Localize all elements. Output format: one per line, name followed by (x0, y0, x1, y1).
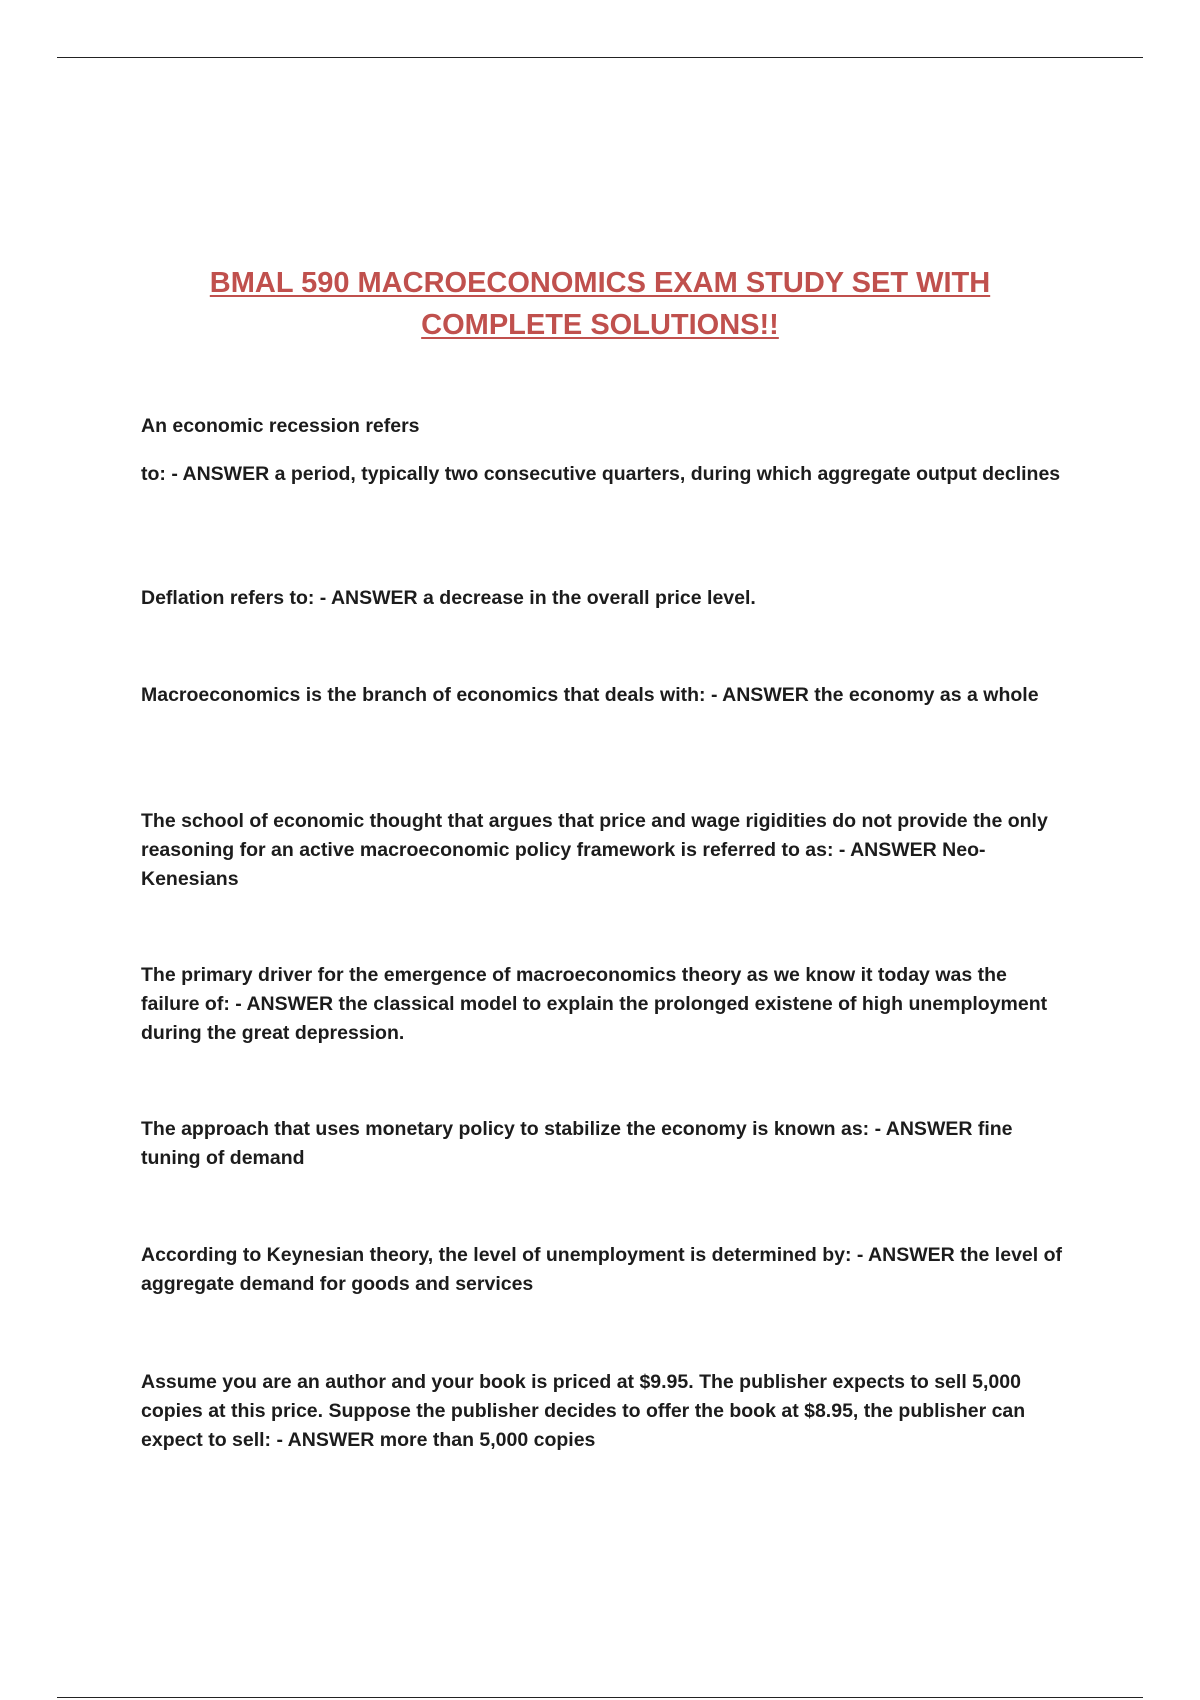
answer-text: to: - ANSWER a period, typically two consecutive quarters, during which aggregate output declines (141, 463, 1061, 485)
qa-item-fine-tuning (141, 1115, 1066, 1173)
header-rule (57, 57, 1143, 58)
qa-text: The school of economic thought that argues that price and wage rigidities do not provide the only reasoning for an active macroeconomic policy framework is referred to as: - ANSWER Neo-Kenesians (141, 810, 1048, 890)
qa-text: The primary driver for the emergence of macroeconomics theory as we know it today was the failure of: - ANSWER the classical model to explain the prolonged existene of high unemployment during the great depression. (141, 964, 1048, 1044)
qa-text: Deflation refers to: - ANSWER a decrease in the overall price level. (141, 587, 756, 609)
qa-item-deflation (141, 584, 1066, 613)
qa-item-classical-model (141, 961, 1066, 1048)
qa-item-book-price (141, 1368, 1066, 1455)
qa-item-keynesian-unemployment (141, 1241, 1066, 1299)
question-text: An economic recession refers (141, 415, 420, 437)
footer-rule (57, 1697, 1143, 1698)
qa-item-recession (141, 412, 1066, 489)
qa-text: Macroeconomics is the branch of economics that deals with: - ANSWER the economy as a whole (141, 684, 1039, 706)
qa-text: According to Keynesian theory, the level of unemployment is determined by: - ANSWER the level of aggregate demand for goods and services (141, 1244, 1062, 1295)
qa-item-neo-keynesians (141, 807, 1066, 894)
document-title: BMAL 590 MACROECONOMICS EXAM STUDY SET WITH COMPLETE SOLUTIONS!! (209, 267, 991, 341)
qa-text: Assume you are an author and your book is priced at $9.95. The publisher expects to sell 5,000 copies at this price. Suppose the publisher decides to offer the book at $8.95, the publisher can expect to sell: - ANSWER more than 5,000 copies (141, 1371, 1026, 1451)
qa-text: The approach that uses monetary policy to stabilize the economy is known as: - ANSWER fine tuning of demand (141, 1118, 1013, 1169)
qa-item-macroeconomics (141, 681, 1066, 710)
